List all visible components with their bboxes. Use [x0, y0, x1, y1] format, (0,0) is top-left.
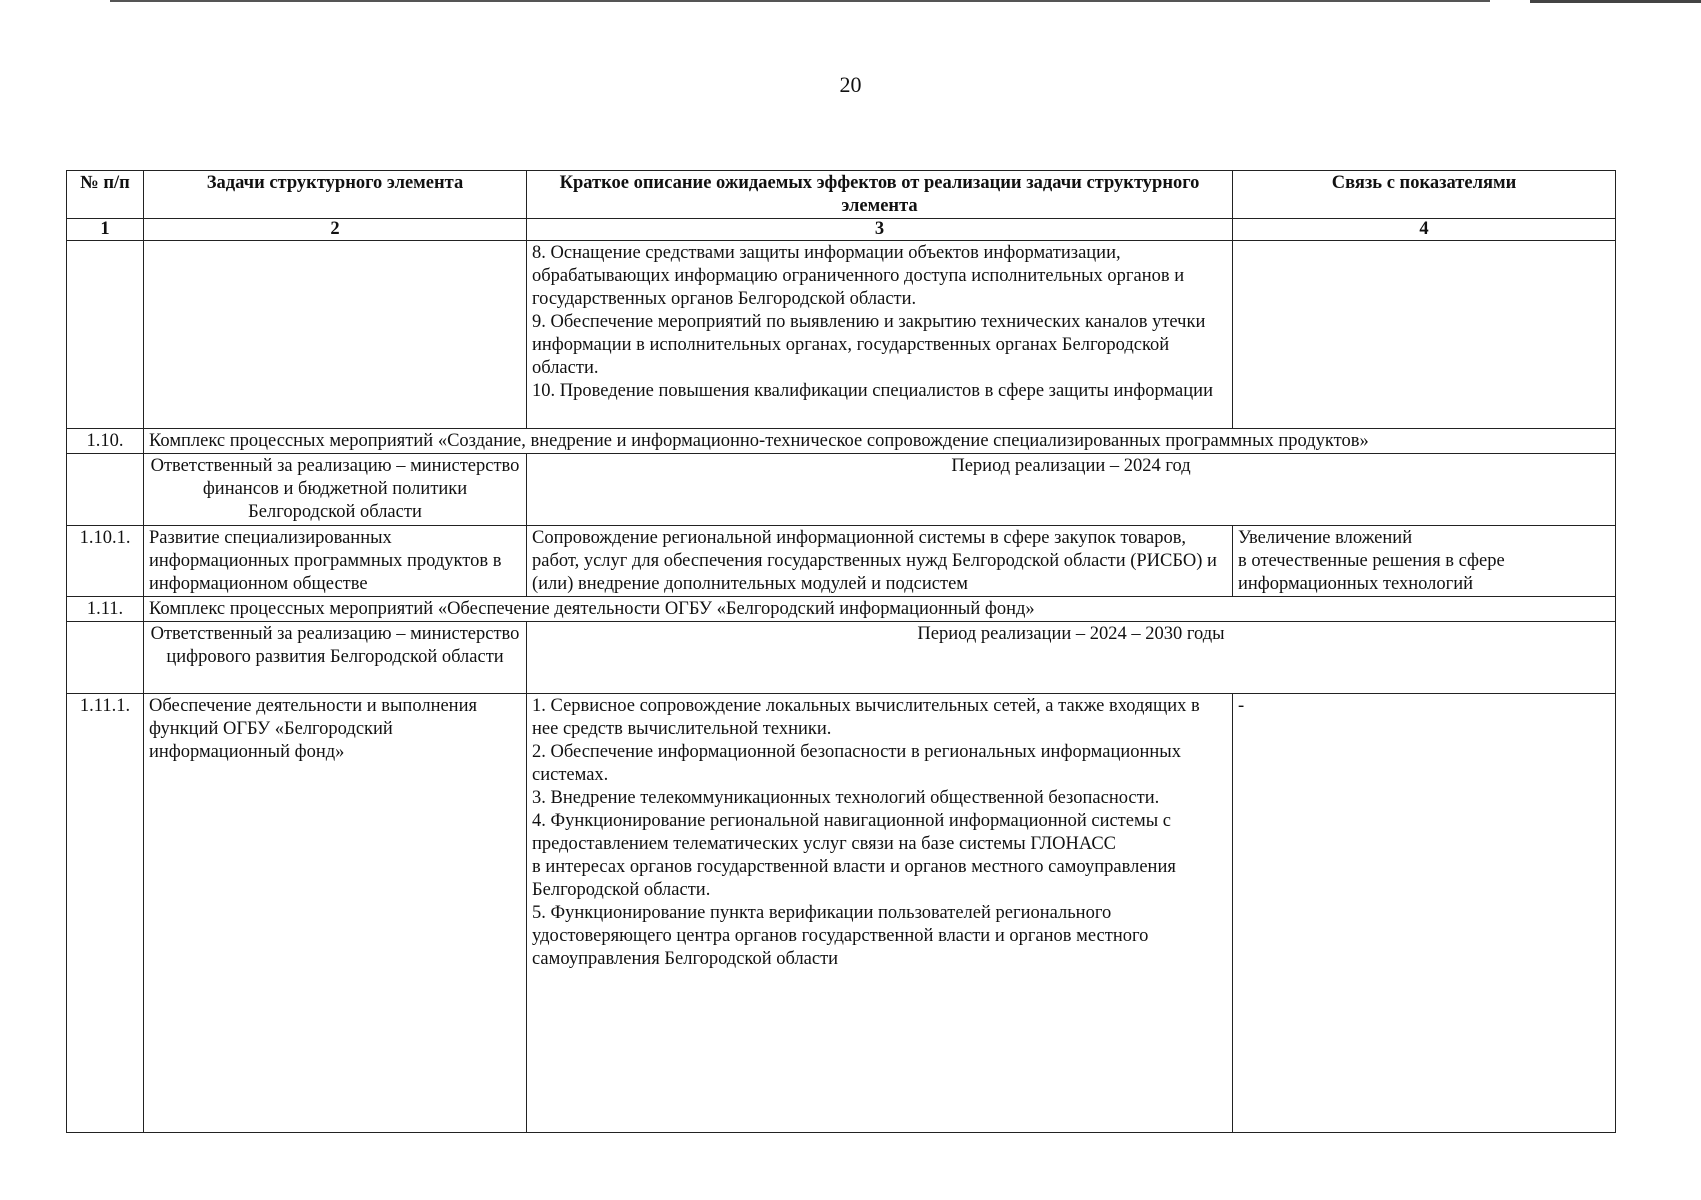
indicator-cell: Увеличение вложений в отечественные решения в сфере информационных технологий: [1233, 526, 1616, 597]
task-cell: Развитие специализированных информационных программных продуктов в информационном обществе: [144, 526, 527, 597]
row-number: [67, 454, 144, 526]
table-row: [67, 241, 1616, 429]
column-index: 4: [1233, 219, 1616, 241]
header-number: № п/п: [67, 171, 144, 219]
column-index: 1: [67, 219, 144, 241]
column-index: 2: [144, 219, 527, 241]
indicator-cell: -: [1233, 694, 1616, 1133]
scan-edge-top: [110, 0, 1490, 2]
effects-cell: 1. Сервисное сопровождение локальных вычислительных сетей, а также входящих в нее средств вычислительной техники. 2. Обеспечение информационной безопасности в региональных информационных системах. 3. Внедрение телекоммуникационных технологий общественной безопасности. 4. Функционирование региональной навигационной информационной системы с предоставлением телематических услуг связи на базе системы ГЛОНАСС в интересах органов государственной власти и органов местного самоуправления Белгородской области. 5. Функционирование пункта верификации пользователей регионального удостоверяющего центра органов государственной власти и органов местного самоуправления Белгородской области: [527, 694, 1233, 1133]
responsible-row: [67, 622, 1616, 694]
responsible-row: [67, 454, 1616, 526]
task-cell: Обеспечение деятельности и выполнения функций ОГБУ «Белгородский информационный фонд»: [144, 694, 527, 1133]
section-row: [67, 597, 1616, 622]
responsible-cell: Ответственный за реализацию – министерство цифрового развития Белгородской области: [144, 622, 527, 694]
header-effects: Краткое описание ожидаемых эффектов от реализации задачи структурного элемента: [527, 171, 1233, 219]
section-row: [67, 429, 1616, 454]
row-number: 1.10.1.: [67, 526, 144, 597]
period-cell: Период реализации – 2024 – 2030 годы: [527, 622, 1616, 694]
tasks-table: [66, 170, 1616, 1133]
row-number: [67, 622, 144, 694]
page-number: 20: [839, 72, 862, 97]
table-header-row: [67, 171, 1616, 219]
column-index: 3: [527, 219, 1233, 241]
section-number: 1.11.: [67, 597, 144, 622]
task-cell: [144, 241, 527, 429]
header-tasks: Задачи структурного элемента: [144, 171, 527, 219]
section-title: Комплекс процессных мероприятий «Создание, внедрение и информационно-техническое сопровождение специализированных программных продуктов»: [144, 429, 1616, 454]
indicator-cell: [1233, 241, 1616, 429]
column-index-row: [67, 219, 1616, 241]
section-title: Комплекс процессных мероприятий «Обеспечение деятельности ОГБУ «Белгородский информационный фонд»: [144, 597, 1616, 622]
section-number: 1.10.: [67, 429, 144, 454]
table-row: [67, 526, 1616, 597]
period-cell: Период реализации – 2024 год: [527, 454, 1616, 526]
row-number: 1.11.1.: [67, 694, 144, 1133]
effects-cell: Сопровождение региональной информационной системы в сфере закупок товаров, работ, услуг для обеспечения государственных нужд Белгородской области (РИСБО) и (или) внедрение дополнительных модулей и подсистем: [527, 526, 1233, 597]
header-indicators: Связь с показателями: [1233, 171, 1616, 219]
responsible-cell: Ответственный за реализацию – министерство финансов и бюджетной политики Белгородской области: [144, 454, 527, 526]
effects-cell: 8. Оснащение средствами защиты информации объектов информатизации, обрабатывающих информацию ограниченного доступа исполнительных органов и государственных органов Белгородской области. 9. Обеспечение мероприятий по выявлению и закрытию технических каналов утечки информации в исполнительных органах, государственных органах Белгородской области. 10. Проведение повышения квалификации специалистов в сфере защиты информации: [527, 241, 1233, 429]
scan-edge-top-right: [1530, 0, 1701, 3]
row-number: [67, 241, 144, 429]
table-row: [67, 694, 1616, 1133]
